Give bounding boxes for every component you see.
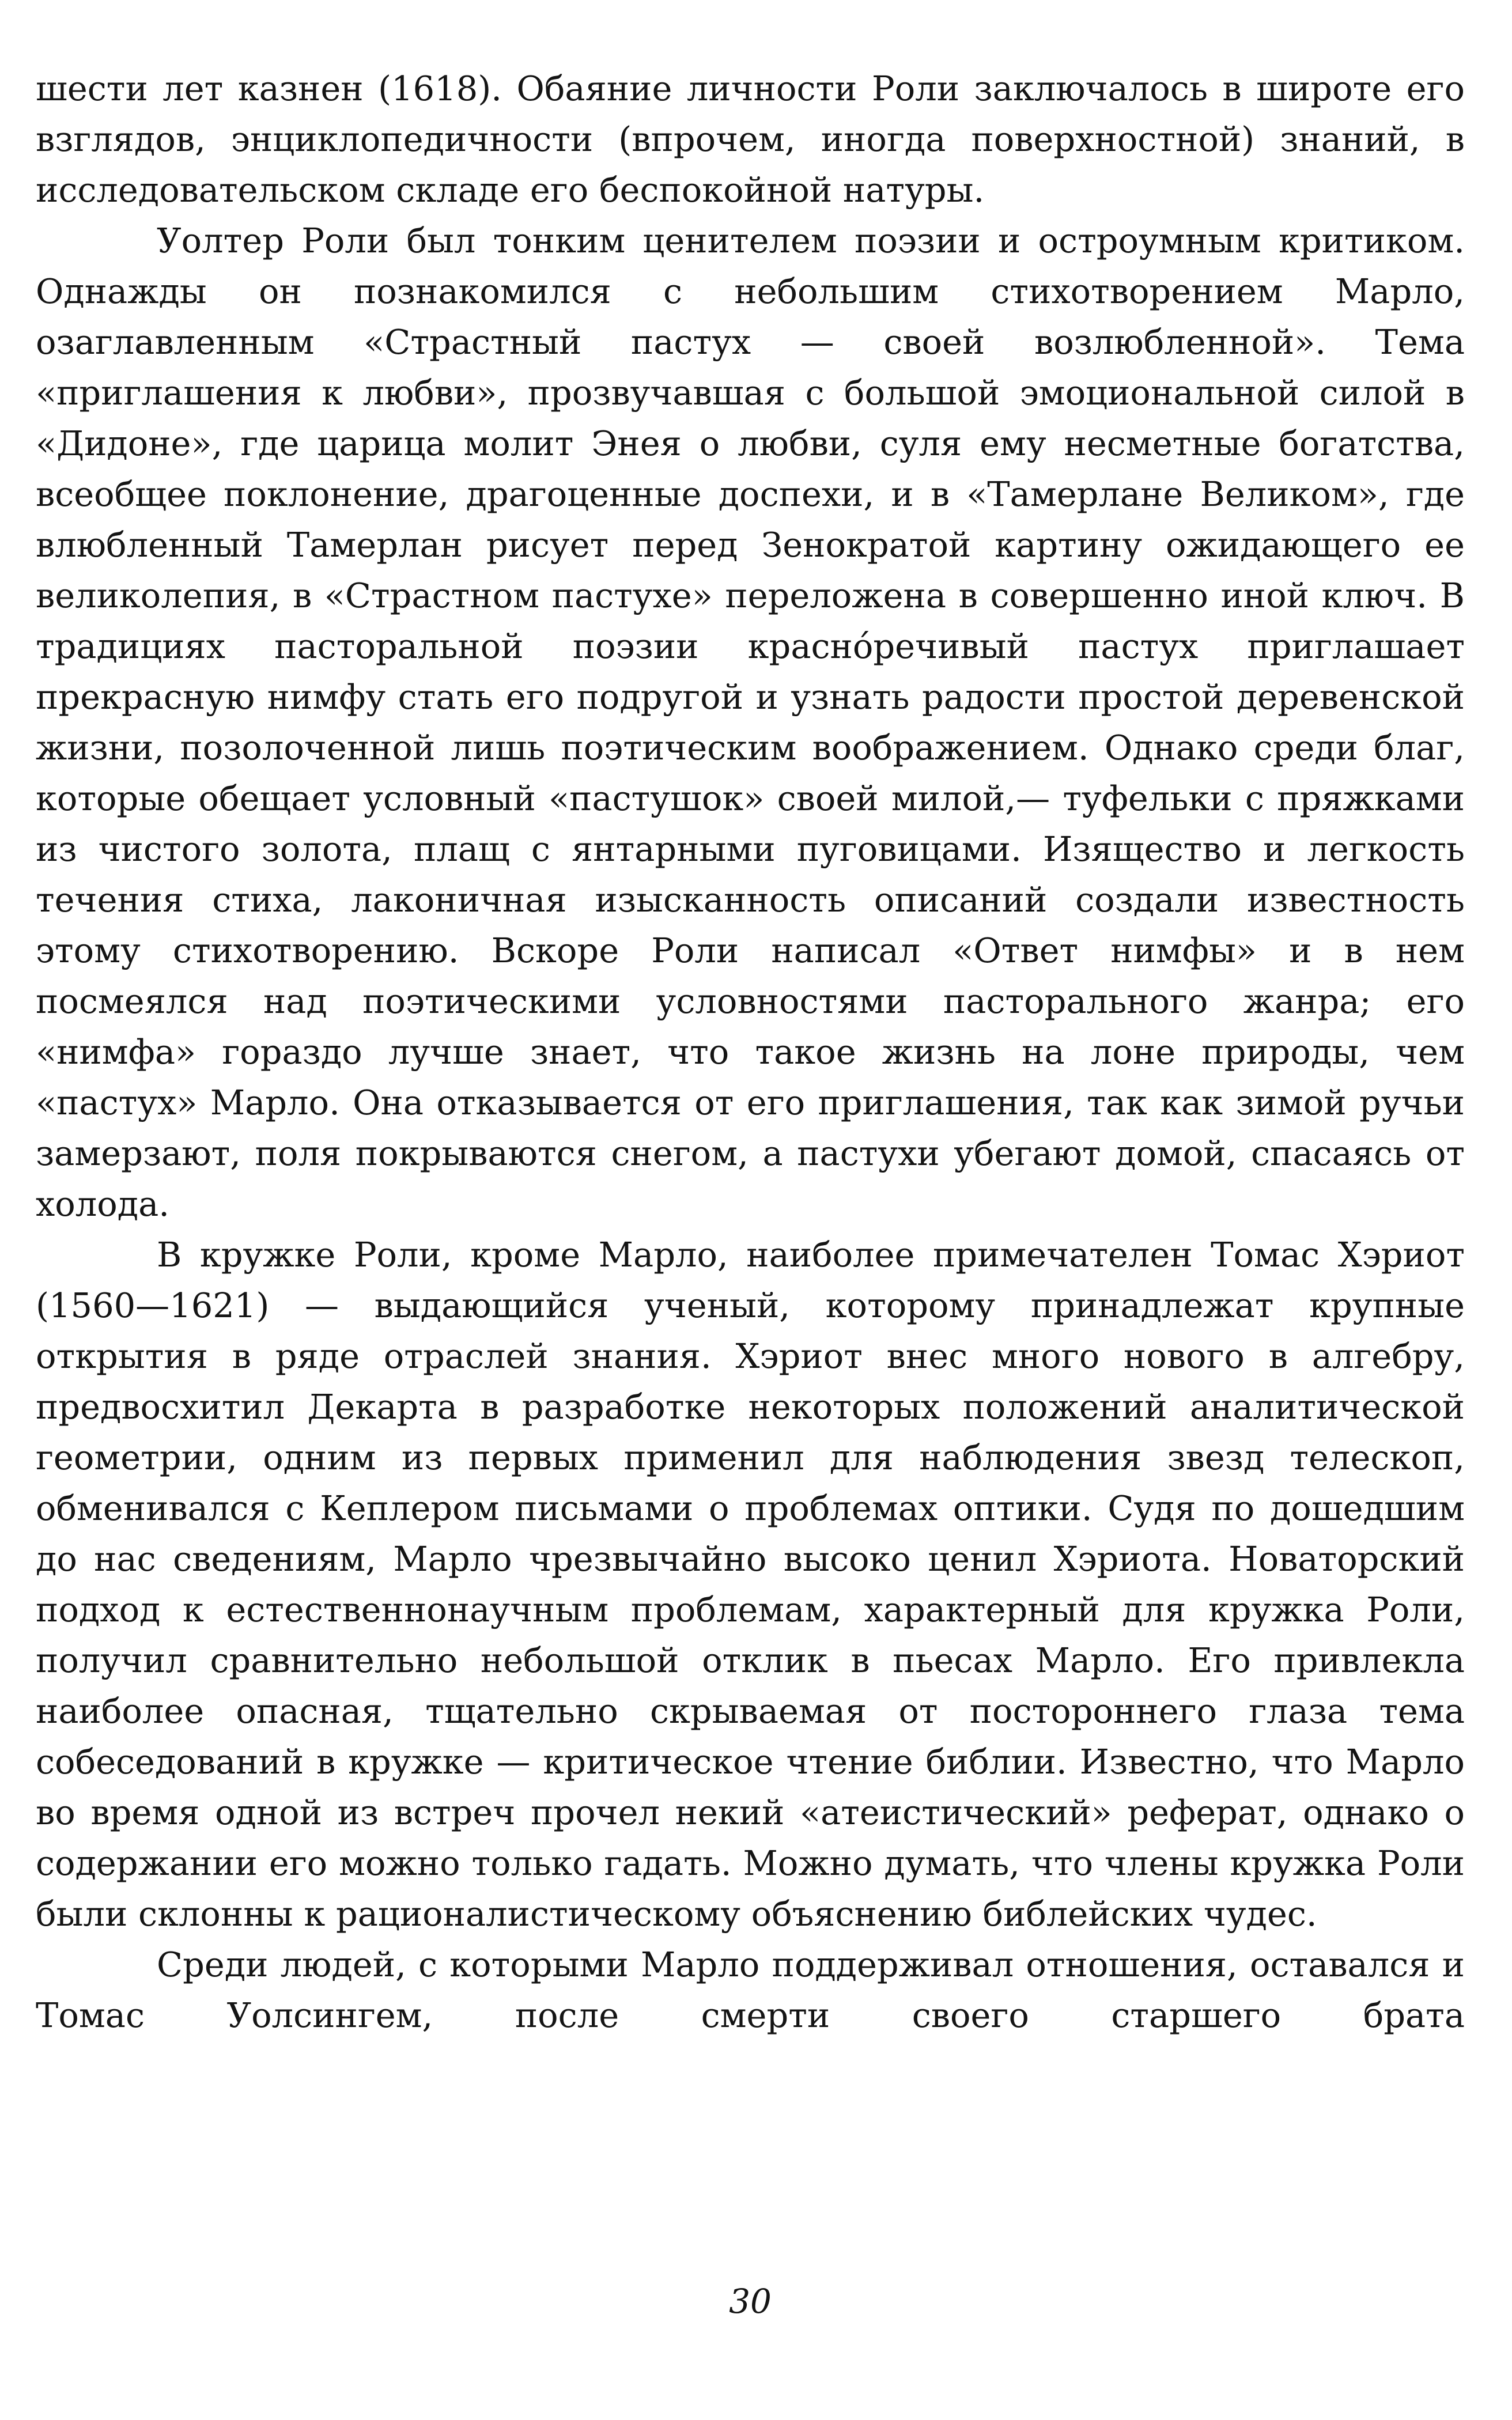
paragraph-2: Уолтер Роли был тонким ценителем поэзии и остроумным критиком. Однажды он познакомился с небольшим стихотворением Марло, озаглавленным «Страстный пастух — своей возлюбленной». Тема «приглашения к любви», прозвучавшая с большой эмоциональной силой в «Дидоне», где царица молит Энея о любви, суля ему несметные богатства, всеобщее поклонение, драгоценные доспехи, и в «Тамерлане Великом», где влюбленный Тамерлан рисует перед Зенократой картину ожидающего ее великолепия, в «Страстном пастухе» переложена в совершенно иной ключ. В традициях пасторальной поэзии краснóречивый пастух приглашает прекрасную нимфу стать его подругой и узнать радости простой деревенской жизни, позолоченной лишь поэтическим воображением. Однако среди благ, которые обещает условный «пастушок» своей милой,— туфельки с пряжками из чистого золота, плащ с янтарными пуговицами. Изящество и легкость течения стиха, лаконичная изысканность описаний создали известность этому стихотворению. Вскоре Роли написал «Ответ нимфы» и в нем посмеялся над поэтическими условностями пасторального жанра; его «нимфа» гораздо лучше знает, что такое жизнь на лоне природы, чем «пастух» Марло. Она отказывается от его приглашения, так как зимой ручьи замерзают, поля покрываются снегом, а пастухи убегают домой, спасаясь от холода. bbox=[36, 221, 1465, 1224]
paragraph-4: Среди людей, с которыми Марло поддерживал отношения, оставался и Томас Уолсингем, после смерти своего старшего брата bbox=[36, 1945, 1465, 2035]
page-number: 30 bbox=[729, 2282, 772, 2321]
paragraph-3: В кружке Роли, кроме Марло, наиболее примечателен Томас Хэриот (1560—1621) — выдающийся ученый, которому принадлежат крупные открытия в ряде отраслей знания. Хэриот внес много нового в алгебру, предвосхитил Декарта в разработке некоторых положений аналитической геометрии, одним из первых применил для наблюдения звезд телескоп, обменивался с Кеплером письмами о проблемах оптики. Судя по дошедшим до нас сведениям, Марло чрезвычайно высоко ценил Хэриота. Новаторский подход к естественнонаучным проблемам, характерный для кружка Роли, получил сравнительно небольшой отклик в пьесах Марло. Его привлекла наиболее опасная, тщательно скрываемая от постороннего глаза тема собеседований в кружке — критическое чтение библии. Известно, что Марло во время одной из встреч прочел некий «атеистический» реферат, однако о содержании его можно только гадать. Можно думать, что члены кружка Роли были склонны к рационалистическому объяснению библейских чудес. bbox=[36, 1235, 1465, 1934]
body-text bbox=[36, 63, 1465, 2041]
book-page bbox=[36, 63, 1465, 2403]
paragraph-1: шести лет казнен (1618). Обаяние личности Роли заключалось в широте его взглядов, энциклопедичности (впрочем, иногда поверхностной) знаний, в исследовательском складе его беспокойной натуры. bbox=[36, 69, 1465, 210]
